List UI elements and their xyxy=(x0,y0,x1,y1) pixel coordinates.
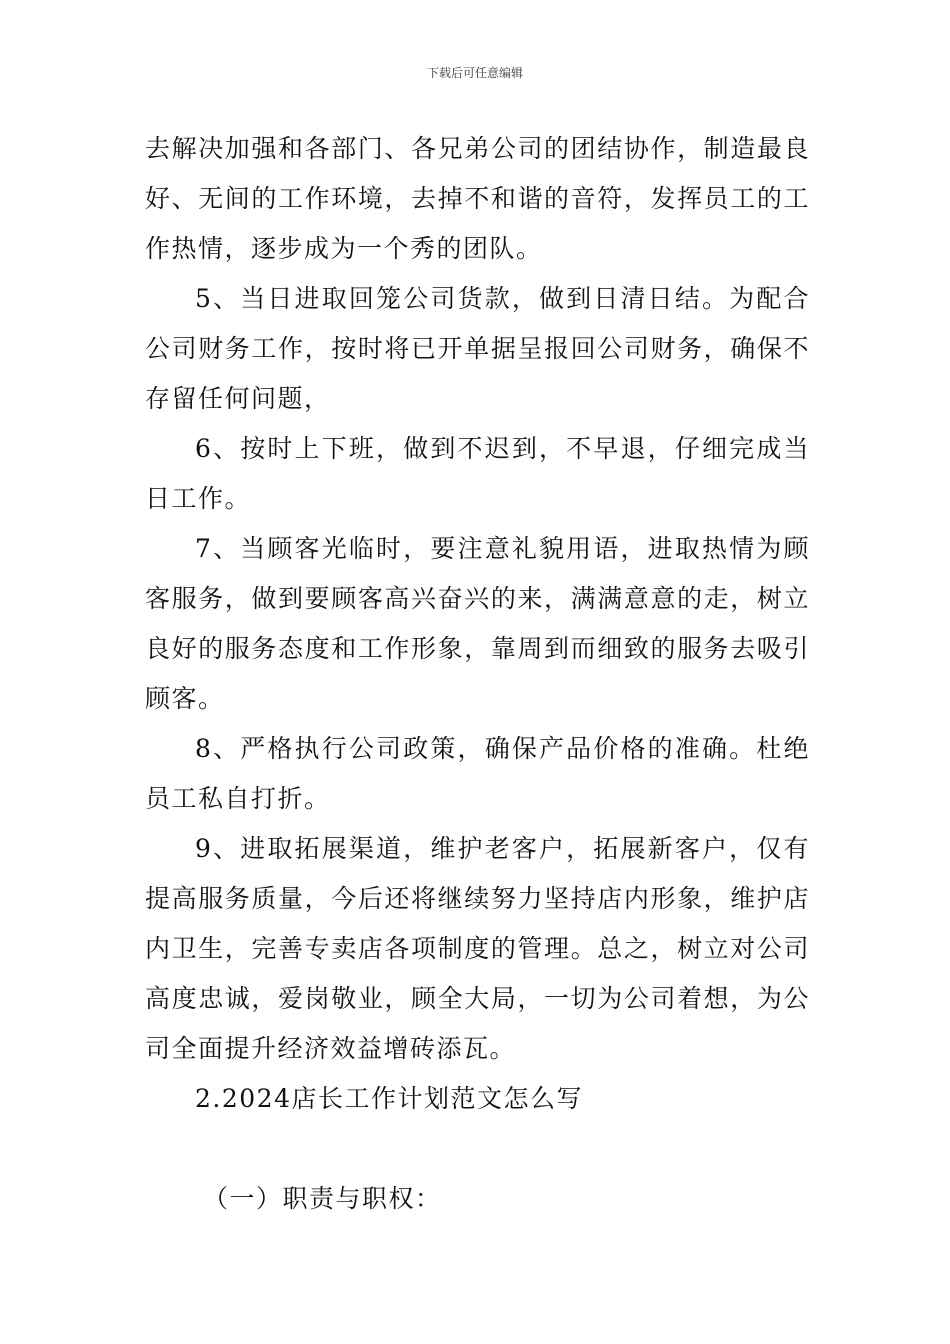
paragraph-item-8: 8、严格执行公司政策，确保产品价格的准确。杜绝员工私自打折。 xyxy=(145,734,810,813)
section-title: 2.2024店长工作计划范文怎么写 xyxy=(195,1084,583,1113)
paragraph-item-6: 6、按时上下班，做到不迟到，不早退，仔细完成当日工作。 xyxy=(145,434,810,513)
subsection-title: （一）职责与职权： xyxy=(203,1184,442,1213)
document-body xyxy=(145,124,810,1224)
paragraph-continuation: 去解决加强和各部门、各兄弟公司的团结协作，制造最良好、无间的工作环境，去掉不和谐的音符，发挥员工的工作热情，逐步成为一个秀的团队。 xyxy=(145,134,810,263)
paragraph-item-5: 5、当日进取回笼公司货款，做到日清日结。为配合公司财务工作，按时将已开单据呈报回公司财务，确保不存留任何问题， xyxy=(145,284,810,413)
page-header: 下载后可任意编辑 xyxy=(426,66,523,80)
paragraph-item-9: 9、进取拓展渠道，维护老客户，拓展新客户，仅有提高服务质量，今后还将继续努力坚持店内形象，维护店内卫生，完善专卖店各项制度的管理。总之，树立对公司高度忠诚，爱岗敬业，顾全大局，一切为公司着想，为公司全面提升经济效益增砖添瓦。 xyxy=(145,834,810,1063)
paragraph-item-7: 7、当顾客光临时，要注意礼貌用语，进取热情为顾客服务，做到要顾客高兴奋兴的来，满满意意的走，树立良好的服务态度和工作形象，靠周到而细致的服务去吸引顾客。 xyxy=(145,534,810,713)
